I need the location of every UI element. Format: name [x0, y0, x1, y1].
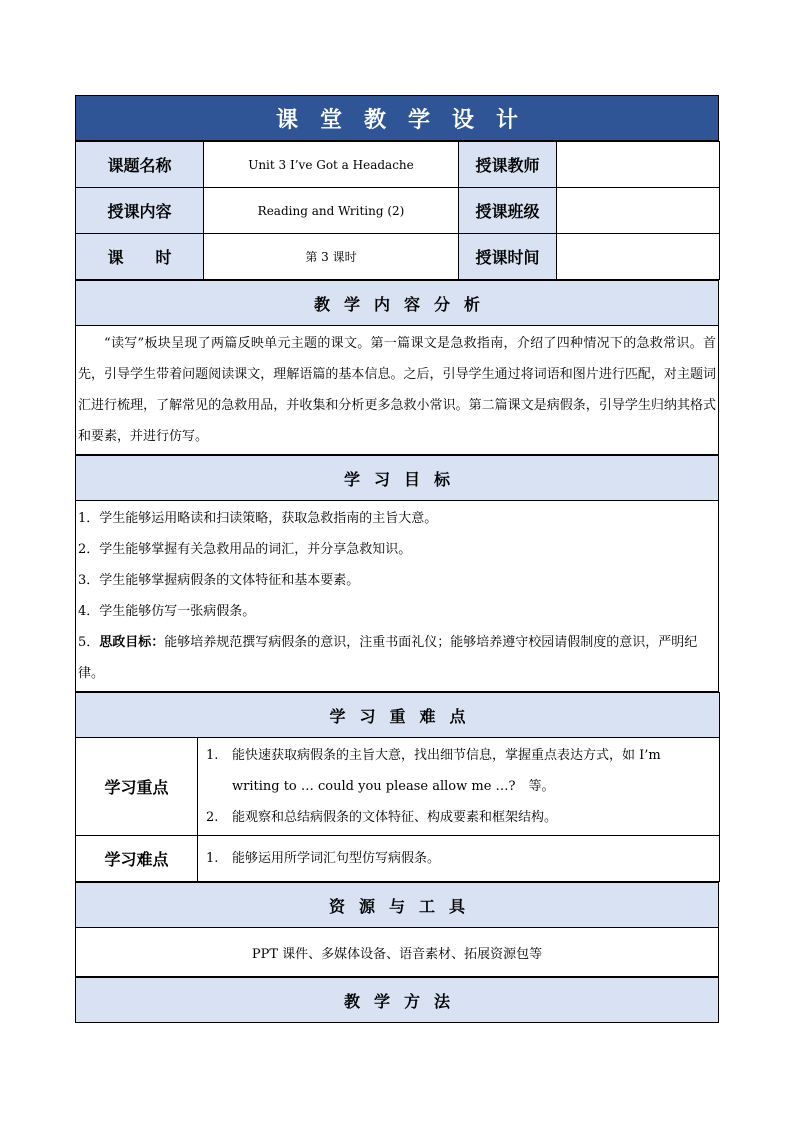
ideological-label: 思政目标： — [99, 635, 165, 650]
resources-heading: 资源与工具 — [76, 883, 719, 928]
objective-item: 3．学生能够掌握病假条的文体特征和基本要素。 — [78, 573, 360, 588]
objective-item: 1．学生能够运用略读和扫读策略，获取急救指南的主旨大意。 — [78, 511, 438, 526]
objective-item: 5．思政目标：能够培养规范撰写病假条的意识，注重书面礼仪；能够培养遵守校园请假制度的意识，严明纪律。 — [78, 635, 698, 681]
period-value: 第 3 课时 — [204, 234, 459, 280]
focus-item: 2. 能观察和总结病假条的文体特征、构成要素和框架结构。 — [206, 810, 558, 825]
resources-text: PPT 课件、多媒体设备、语音素材、拓展资源包等 — [76, 928, 719, 977]
analysis-heading: 教学内容分析 — [76, 281, 719, 326]
time-value — [557, 234, 720, 280]
difficulty-label: 学习难点 — [76, 836, 198, 882]
content-value: Reading and Writing (2) — [204, 188, 459, 234]
keypoints-section — [75, 692, 720, 882]
keypoints-heading: 学习重难点 — [76, 693, 720, 738]
class-label: 授课班级 — [459, 188, 557, 234]
teacher-value — [557, 142, 720, 188]
methods-heading: 教学方法 — [76, 978, 719, 1023]
lesson-plan-document — [75, 95, 719, 1023]
objectives-section — [75, 455, 719, 692]
teacher-label: 授课教师 — [459, 142, 557, 188]
topic-value: Unit 3 I’ve Got a Headache — [204, 142, 459, 188]
topic-label: 课题名称 — [76, 142, 204, 188]
analysis-text: “读写”板块呈现了两篇反映单元主题的课文。第一篇课文是急救指南，介绍了四种情况下的急救常识。首先，引导学生带着问题阅读课文，理解语篇的基本信息。之后，引导学生通过将词语和图片进行匹配，对主题词汇进行梳理，了解常见的急救用品，并收集和分析更多急救小常识。第二篇课文是病假条，引导学生归纳其格式和要素，并进行仿写。 — [76, 326, 719, 455]
methods-section — [75, 977, 719, 1023]
objectives-list — [76, 501, 719, 692]
time-label: 授课时间 — [459, 234, 557, 280]
period-label: 课 时 — [76, 234, 204, 280]
focus-list — [198, 738, 720, 836]
focus-item: 1. 能快速获取病假条的主旨大意，找出细节信息，掌握重点表达方式，如 I’m writing to … could you please allow me …? 等。 — [206, 748, 661, 794]
objectives-heading: 学习目标 — [76, 456, 719, 501]
resources-section — [75, 882, 719, 977]
info-table — [75, 141, 720, 280]
document-title: 课堂教学设计 — [75, 95, 719, 141]
objective-item: 2．学生能够掌握有关急救用品的词汇，并分享急救知识。 — [78, 542, 412, 557]
difficulty-list — [198, 836, 720, 882]
analysis-section — [75, 280, 719, 455]
difficulty-item: 1. 能够运用所学词汇句型仿写病假条。 — [206, 851, 441, 866]
class-value — [557, 188, 720, 234]
objective-item: 4．学生能够仿写一张病假条。 — [78, 604, 256, 619]
focus-label: 学习重点 — [76, 738, 198, 836]
content-label: 授课内容 — [76, 188, 204, 234]
